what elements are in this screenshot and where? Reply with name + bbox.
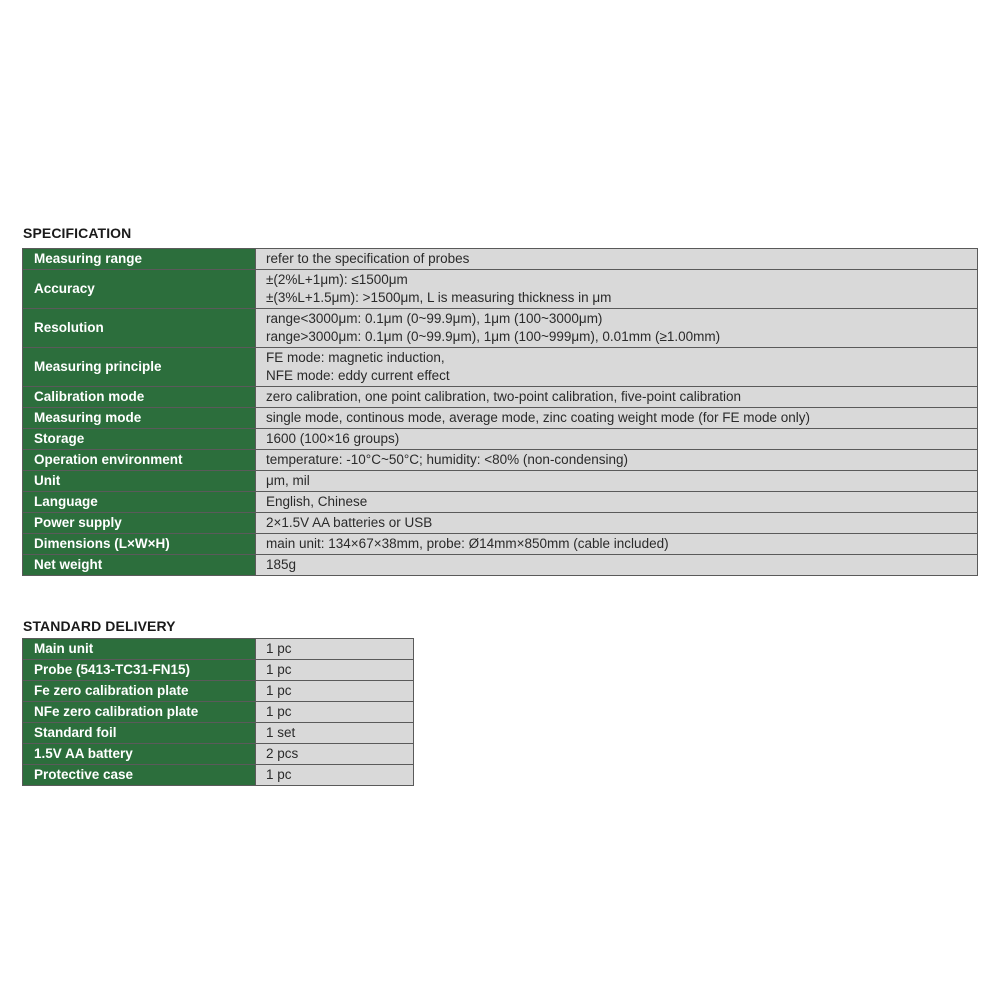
row-value (256, 744, 414, 765)
value-line: 1600 (100×16 groups) (266, 431, 400, 446)
row-value (256, 555, 978, 576)
value-line: ±(3%L+1.5μm): >1500μm, L is measuring thickness in μm (266, 290, 612, 305)
value-line: 1 pc (266, 704, 292, 719)
row-label: Probe (5413-TC31-FN15) (23, 660, 256, 681)
row-label: Calibration mode (23, 387, 256, 408)
table-row (23, 765, 414, 786)
table-row (23, 513, 978, 534)
row-value (256, 702, 414, 723)
table-row (23, 555, 978, 576)
row-value (256, 660, 414, 681)
row-value (256, 471, 978, 492)
value-line: 1 pc (266, 641, 292, 656)
row-value (256, 765, 414, 786)
table-row (23, 450, 978, 471)
row-value (256, 450, 978, 471)
value-line: refer to the specification of probes (266, 251, 470, 266)
value-line: 1 pc (266, 683, 292, 698)
row-label: Accuracy (23, 270, 256, 309)
row-value (256, 249, 978, 270)
row-label: Resolution (23, 309, 256, 348)
table-row (23, 702, 414, 723)
value-line: ±(2%L+1μm): ≤1500μm (266, 272, 408, 287)
table-row (23, 408, 978, 429)
table-row (23, 249, 978, 270)
row-value (256, 534, 978, 555)
value-line: 2×1.5V AA batteries or USB (266, 515, 433, 530)
row-label: Measuring range (23, 249, 256, 270)
value-line: 185g (266, 557, 297, 572)
row-value (256, 309, 978, 348)
row-label: NFe zero calibration plate (23, 702, 256, 723)
value-line: range>3000μm: 0.1μm (0~99.9μm), 1μm (100~999μm), 0.01mm (≥1.00mm) (266, 329, 721, 344)
value-line: main unit: 134×67×38mm, probe: Ø14mm×850mm (cable included) (266, 536, 669, 551)
table-row (23, 429, 978, 450)
row-label: Storage (23, 429, 256, 450)
table-row (23, 744, 414, 765)
table-row (23, 639, 414, 660)
value-line: English, Chinese (266, 494, 368, 509)
standard-delivery-table (22, 638, 414, 786)
row-label: Measuring mode (23, 408, 256, 429)
specification-table (22, 248, 978, 576)
table-row (23, 723, 414, 744)
row-value (256, 513, 978, 534)
row-value (256, 681, 414, 702)
value-line: 1 pc (266, 662, 292, 677)
table-row (23, 660, 414, 681)
row-label: Language (23, 492, 256, 513)
value-line: μm, mil (266, 473, 310, 488)
table-row (23, 270, 978, 309)
value-line: single mode, continous mode, average mode, zinc coating weight mode (for FE mode only) (266, 410, 811, 425)
row-value (256, 429, 978, 450)
row-value (256, 723, 414, 744)
standard-delivery-title: STANDARD DELIVERY (23, 618, 176, 634)
row-value (256, 639, 414, 660)
row-label: Operation environment (23, 450, 256, 471)
value-line: 1 set (266, 725, 296, 740)
row-label: Dimensions (L×W×H) (23, 534, 256, 555)
row-value (256, 387, 978, 408)
table-row (23, 534, 978, 555)
row-label: 1.5V AA battery (23, 744, 256, 765)
row-value (256, 348, 978, 387)
row-label: Unit (23, 471, 256, 492)
table-row (23, 348, 978, 387)
table-row (23, 471, 978, 492)
row-label: Main unit (23, 639, 256, 660)
row-label: Measuring principle (23, 348, 256, 387)
row-label: Fe zero calibration plate (23, 681, 256, 702)
value-line: FE mode: magnetic induction, (266, 350, 445, 365)
row-value (256, 492, 978, 513)
table-row (23, 681, 414, 702)
value-line: range<3000μm: 0.1μm (0~99.9μm), 1μm (100~3000μm) (266, 311, 603, 326)
value-line: NFE mode: eddy current effect (266, 368, 450, 383)
row-label: Protective case (23, 765, 256, 786)
value-line: 2 pcs (266, 746, 299, 761)
row-label: Net weight (23, 555, 256, 576)
row-label: Standard foil (23, 723, 256, 744)
table-row (23, 387, 978, 408)
table-row (23, 309, 978, 348)
table-row (23, 492, 978, 513)
value-line: temperature: -10°C~50°C; humidity: <80% (non-condensing) (266, 452, 628, 467)
value-line: 1 pc (266, 767, 292, 782)
row-value (256, 270, 978, 309)
specification-title: SPECIFICATION (23, 225, 132, 241)
value-line: zero calibration, one point calibration, two-point calibration, five-point calibration (266, 389, 742, 404)
row-value (256, 408, 978, 429)
row-label: Power supply (23, 513, 256, 534)
